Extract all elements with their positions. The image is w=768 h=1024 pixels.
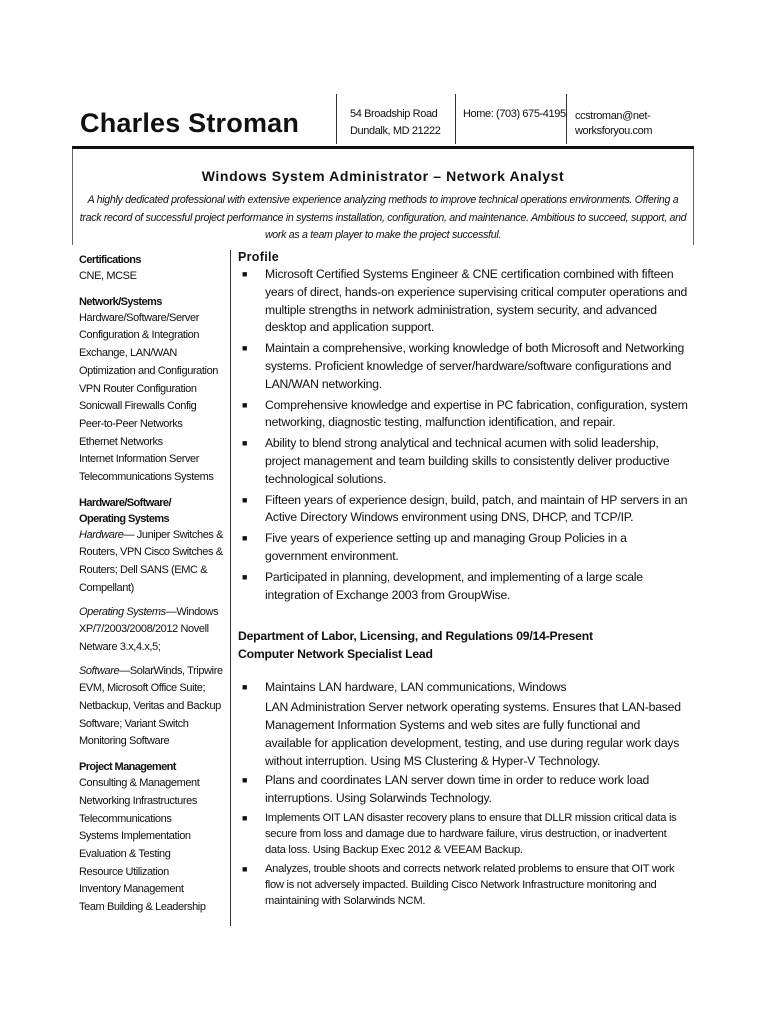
job-duty-item xyxy=(238,861,688,910)
profile-item xyxy=(238,435,688,488)
job-employer-dates: Department of Labor, Licensing, and Regulations 09/14-Present xyxy=(238,629,593,644)
profile-item xyxy=(238,340,688,393)
profile-item-text: Fifteen years of experience design, build, patch, and maintain of HP servers in an Active Directory Windows environment using DNS, DHCP, and TCP/IP. xyxy=(265,492,688,525)
address-block xyxy=(350,106,440,140)
bullet-icon: ■ xyxy=(242,863,248,874)
job-duty-item xyxy=(238,772,688,808)
job-duties-list xyxy=(238,772,688,909)
network-item: Configuration & Integration xyxy=(79,329,200,342)
profile-item-text: Comprehensive knowledge and expertise in PC fabrication, configuration, system networking, diagnostic testing, malfunction identification, and repair. xyxy=(265,397,688,430)
project-item: Team Building & Leadership xyxy=(79,901,206,914)
resume-name: Charles Stroman xyxy=(80,108,300,138)
network-item: Sonicwall Firewalls Config xyxy=(79,400,197,413)
job-duty-text: Analyzes, trouble shoots and corrects network related problems to ensure that OIT work flow is not adversely impacted. Building Cisco Network Infrastructure monitoring and maintaining with Solarwinds NCM. xyxy=(265,862,675,907)
hardware-paragraph xyxy=(79,527,229,598)
job-duty-text: Implements OIT LAN disaster recovery plans to ensure that DLLR mission critical data is secure from loss and damage due to hardware failure, virus destruction, or inadvertent data loss. Using Backup Exec 2012 & VEEAM Backup. xyxy=(265,811,677,857)
network-item: Internet Information Server xyxy=(79,453,200,466)
header-divider xyxy=(566,94,567,144)
email-line2: worksforyou.com xyxy=(575,125,653,137)
job-duties-list xyxy=(238,679,688,697)
job-position: Computer Network Specialist Lead xyxy=(238,646,433,661)
bullet-icon: ■ xyxy=(242,682,248,693)
hardware-heading-line1: Hardware/Software/ xyxy=(79,496,171,509)
project-item: Inventory Management xyxy=(79,883,184,896)
project-item: Systems Implementation xyxy=(79,830,191,843)
phone: Home: (703) 675-4195 xyxy=(463,108,566,120)
email-line1: ccstroman@net- xyxy=(575,110,651,122)
job-duty-text: Plans and coordinates LAN server down time in order to reduce work load interruptions. Using Solarwinds Technology. xyxy=(265,773,650,806)
hardware-heading-line2: Operating Systems xyxy=(79,512,170,525)
profile-item-text: Participated in planning, development, and implementing of a large scale integration of Exchange 2003 from GroupWise. xyxy=(265,569,643,602)
project-item: Networking Infrastructures xyxy=(79,794,197,807)
network-item: Telecommunications Systems xyxy=(79,471,214,484)
bullet-icon: ■ xyxy=(242,812,248,823)
banner-left-rule xyxy=(72,149,73,245)
banner-top-rule xyxy=(72,146,694,149)
bullet-icon: ■ xyxy=(242,494,248,505)
network-item: Optimization and Configuration xyxy=(79,364,219,377)
job-heading xyxy=(238,628,688,663)
hardware-text: — Juniper Switches & Routers, VPN Cisco Switches & Routers; Dell SANS (EMC & Compellant) xyxy=(79,528,224,594)
network-item: Ethernet Networks xyxy=(79,435,163,448)
bullet-icon: ■ xyxy=(242,571,248,582)
project-item: Evaluation & Testing xyxy=(79,847,171,860)
header-divider xyxy=(336,94,337,144)
network-item: Exchange, LAN/WAN xyxy=(79,347,177,360)
profile-item-text: Ability to blend strong analytical and technical acumen with solid leadership, project management and team building skills to consistently deliver productive technological solutions. xyxy=(265,436,670,486)
profile-list xyxy=(238,266,688,604)
bullet-icon: ■ xyxy=(242,533,248,544)
os-label: Operating Systems xyxy=(79,605,166,618)
profile-item xyxy=(238,530,688,566)
profile-item-text: Five years of experience setting up and managing Group Policies in a government environment. xyxy=(265,531,627,563)
bullet-icon: ■ xyxy=(242,775,248,786)
bullet-icon: ■ xyxy=(242,399,248,410)
project-item: Resource Utilization xyxy=(79,865,169,878)
address-line1: 54 Broadship Road xyxy=(350,108,438,120)
project-item: Telecommunications xyxy=(79,812,172,825)
banner-right-rule xyxy=(693,149,694,245)
software-label: Software xyxy=(79,664,120,677)
profile-item xyxy=(238,569,688,605)
hardware-label: Hardware xyxy=(79,528,124,541)
network-item: Peer-to-Peer Networks xyxy=(79,417,183,430)
profile-item-text: Maintain a comprehensive, working knowledge of both Microsoft and Networking systems. Proficient knowledge of server/hardware/software configurations and LAN/WAN networking. xyxy=(265,341,685,391)
profile-item xyxy=(238,492,688,528)
job-duty-item xyxy=(238,810,688,859)
address-line2: Dundalk, MD 21222 xyxy=(350,125,441,137)
job-duty-item xyxy=(238,679,688,697)
job-duty-continuation: LAN Administration Server network operating systems. Ensures that LAN-based Management Information Systems and web sites are fully functional and available for application development, testing, and use during regular work days without interruption. Using MS Clustering & Hyper-V Technology. xyxy=(265,700,681,768)
job-title: Windows System Administrator – Network Analyst xyxy=(201,168,565,184)
network-item: Hardware/Software/Server xyxy=(79,311,200,324)
project-item: Consulting & Management xyxy=(79,777,200,790)
bullet-icon: ■ xyxy=(242,438,248,449)
software-text: —SolarWinds, Tripwire EVM, Microsoft Office Suite; Netbackup, Veritas and Backup Software; Variant Switch Monitoring Software xyxy=(79,664,223,748)
os-paragraph xyxy=(79,604,229,657)
job-duty-text: Maintains LAN hardware, LAN communications, Windows xyxy=(265,680,567,695)
bullet-icon: ■ xyxy=(242,269,248,279)
network-heading: Network/Systems xyxy=(79,295,162,308)
network-item: VPN Router Configuration xyxy=(79,382,197,395)
profile-item xyxy=(238,397,688,433)
email-block xyxy=(575,109,652,139)
header-divider xyxy=(455,94,456,144)
profile-item xyxy=(238,266,688,337)
main-column xyxy=(238,248,688,909)
project-heading: Project Management xyxy=(79,761,176,774)
profile-heading: Profile xyxy=(238,250,279,264)
os-text: —Windows XP/7/2003/2008/2012 Novell Netware 3.x,4.x,5; xyxy=(79,605,219,653)
summary: A highly dedicated professional with extensive experience analyzing methods to improve technical operations environments. Offering a track record of successful project performance in systems installation, configuration, and maintenance. Ambitious to succeed, support, and work as a team player to make the project successful. xyxy=(79,194,687,241)
profile-item-text: Microsoft Certified Systems Engineer & CNE certification combined with fifteen years of direct, hands-on experience supervising critical computer operations and multiple strengths in network administration, system security, and advanced desktop and application support. xyxy=(265,267,688,335)
certifications-heading: Certifications xyxy=(79,254,141,266)
sidebar-divider xyxy=(230,250,231,926)
sidebar xyxy=(79,252,229,917)
bullet-icon: ■ xyxy=(242,343,248,354)
certification-item: CNE, MCSE xyxy=(79,270,137,282)
software-paragraph xyxy=(79,663,229,752)
